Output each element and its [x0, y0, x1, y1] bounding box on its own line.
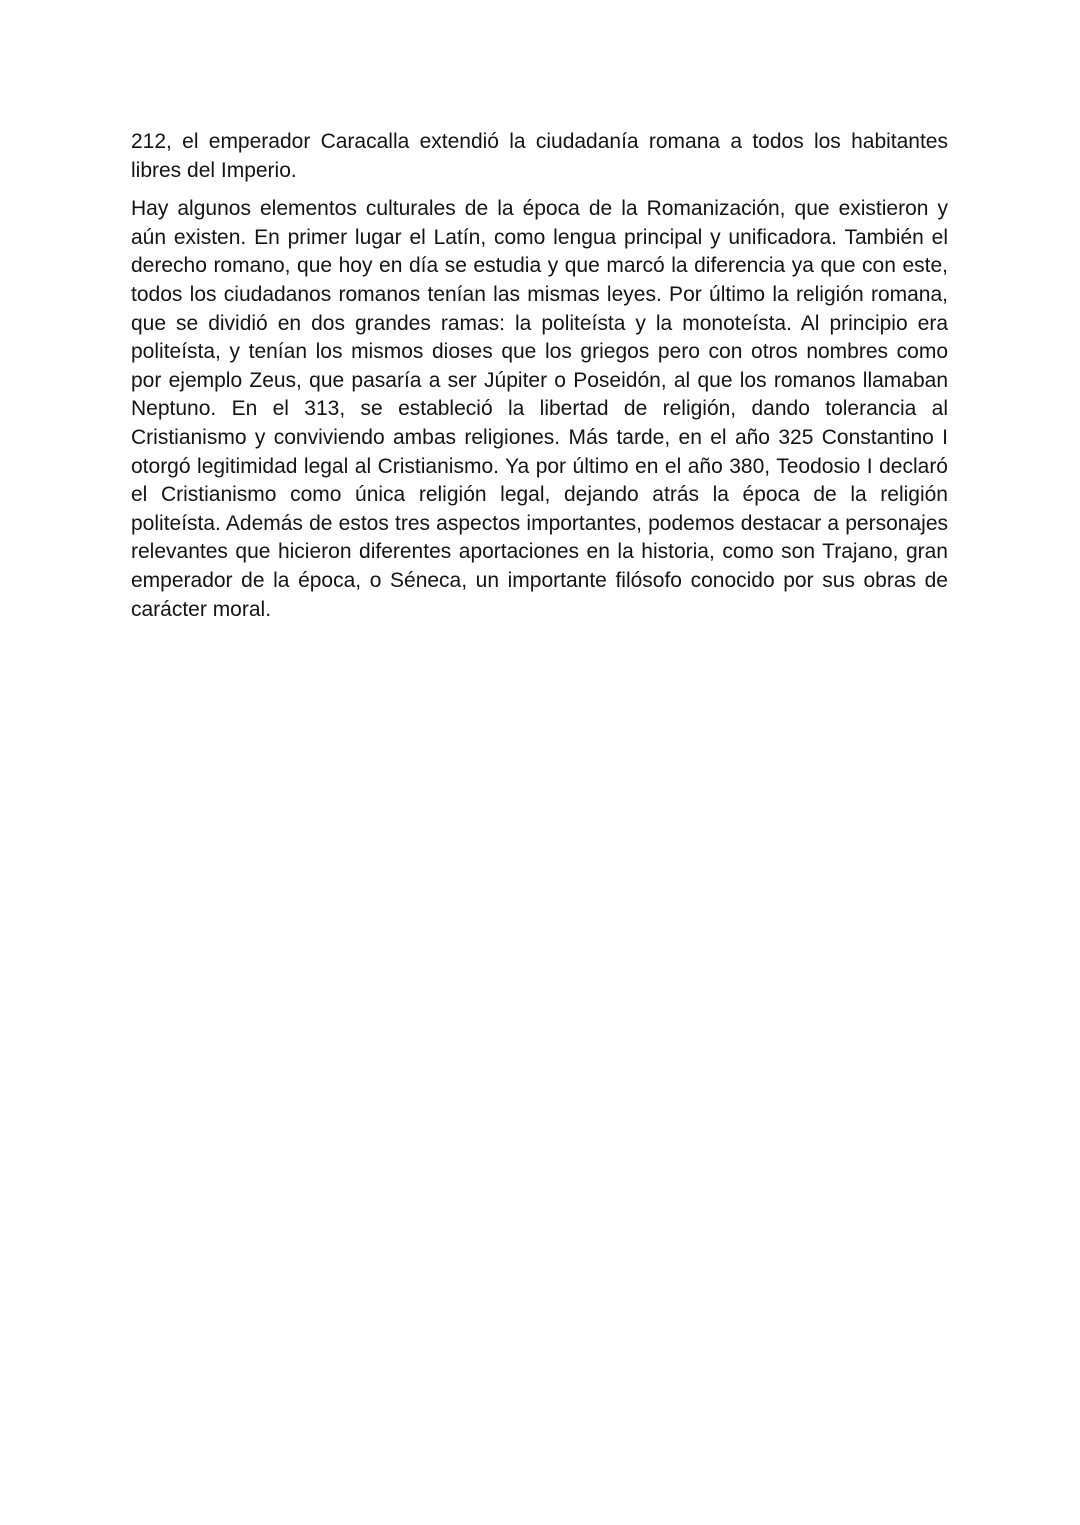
paragraph-caracalla: 212, el emperador Caracalla extendió la ciudadanía romana a todos los habitantes libres del Imperio.: [131, 130, 948, 182]
document-page: [131, 128, 948, 624]
paragraph-cultural-elements: Hay algunos elementos culturales de la época de la Romanización, que existieron y aún existen. En primer lugar el Latín, como lengua principal y unificadora. También el derecho romano, que hoy en día se estudia y que marcó la diferencia ya que con este, todos los ciudadanos romanos tenían las mismas leyes. Por último la religión romana, que se dividió en dos grandes ramas: la politeísta y la monoteísta. Al principio era politeísta, y tenían los mismos dioses que los griegos pero con otros nombres como por ejemplo Zeus, que pasaría a ser Júpiter o Poseidón, al que los romanos llamaban Neptuno. En el 313, se estableció la libertad de religión, dando tolerancia al Cristianismo y conviviendo ambas religiones. Más tarde, en el año 325 Constantino I otorgó legitimidad legal al Cristianismo. Ya por último en el año 380, Teodosio I declaró el Cristianismo como única religión legal, dejando atrás la época de la religión politeísta. Además de estos tres aspectos importantes, podemos destacar a personajes relevantes que hicieron diferentes aportaciones en la historia, como son Trajano, gran emperador de la época, o Séneca, un importante filósofo conocido por sus obras de carácter moral.: [131, 197, 948, 621]
